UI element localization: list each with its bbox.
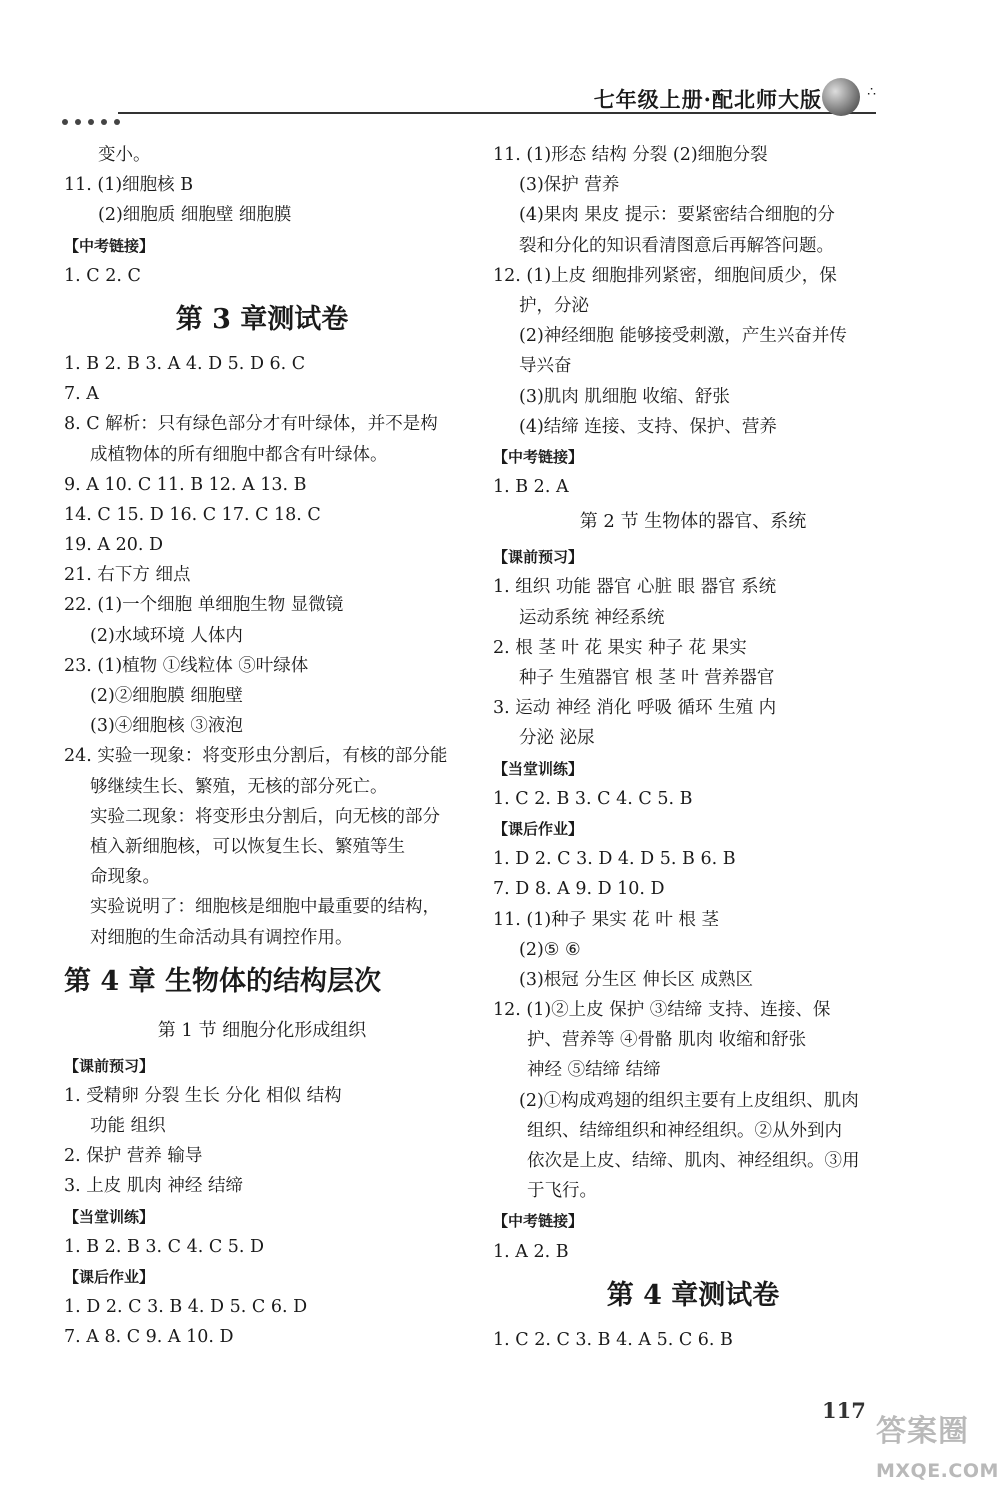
answer-line: 运动系统 神经系统 bbox=[519, 607, 665, 628]
answer-line: 种子 生殖器官 根 茎 叶 营养器官 bbox=[519, 668, 775, 688]
answer-line: (2)水域环境 人体内 bbox=[90, 625, 243, 646]
answer-line: 护、营养等 ④骨骼 肌肉 收缩和舒张 bbox=[527, 1030, 807, 1051]
answer-line: 1. D 2. C 3. B 4. D 5. C 6. D bbox=[64, 1297, 308, 1318]
watermark-logo-text: 答案圈 bbox=[876, 1414, 969, 1449]
answer-line: 11. (1)形态 结构 分裂 (2)细胞分裂 bbox=[493, 145, 768, 165]
answer-line: 1. 组织 功能 器官 心脏 眼 器官 系统 bbox=[493, 577, 777, 598]
answer-line: 1. A 2. B bbox=[493, 1241, 569, 1262]
answer-line: 1. B 2. B 3. A 4. D 5. D 6. C bbox=[64, 353, 306, 374]
watermark-logo bbox=[864, 1398, 999, 1500]
section-tag: 【中考链接】 bbox=[493, 447, 584, 466]
answer-line: 植入新细胞核，可以恢复生长、繁殖等生 bbox=[90, 836, 405, 857]
answer-line: 12. (1)上皮 细胞排列紧密，细胞间质少，保 bbox=[493, 265, 837, 286]
answer-line: 命现象。 bbox=[90, 867, 160, 888]
answer-line: 7. A 8. C 9. A 10. D bbox=[64, 1327, 234, 1348]
section-tag: 【课前预习】 bbox=[493, 548, 584, 567]
answer-line: 成植物体的所有细胞中都含有叶绿体。 bbox=[90, 444, 388, 465]
page-number: 117 bbox=[822, 1398, 866, 1423]
section-heading: 第 1 节 细胞分化形成组织 bbox=[157, 1019, 367, 1041]
answer-line: 依次是上皮、结缔、肌肉、神经组织。③用 bbox=[527, 1151, 860, 1171]
answer-line: 组织、结缔组织和神经组织。②从外到内 bbox=[527, 1120, 842, 1141]
header-ornament: ∴ bbox=[867, 84, 876, 100]
answer-line: 神经 ⑤结缔 结缔 bbox=[527, 1060, 661, 1081]
answer-line: 对细胞的生命活动具有调控作用。 bbox=[90, 927, 353, 948]
answer-line: (2)⑤ ⑥ bbox=[519, 939, 581, 960]
section-heading: 第 3 章测试卷 bbox=[175, 303, 349, 335]
answer-line: 1. C 2. B 3. C 4. C 5. B bbox=[493, 788, 693, 809]
section-heading: 第 2 节 生物体的器官、系统 bbox=[579, 511, 807, 533]
answer-line: 1. B 2. B 3. C 4. C 5. D bbox=[64, 1236, 265, 1257]
answer-line: 变小。 bbox=[98, 145, 151, 165]
section-tag: 【课后作业】 bbox=[64, 1268, 155, 1286]
section-tag: 【当堂训练】 bbox=[493, 759, 584, 778]
answer-line: (4)果肉 果皮 提示：要紧密结合细胞的分 bbox=[519, 205, 835, 226]
left-column bbox=[64, 140, 460, 1353]
answer-line: 21. 右下方 细点 bbox=[64, 565, 191, 586]
answer-line: (2)神经细胞 能够接受刺激，产生兴奋并传 bbox=[519, 326, 847, 347]
section-tag: 【中考链接】 bbox=[64, 236, 155, 255]
answer-line: (2)细胞质 细胞壁 细胞膜 bbox=[98, 205, 292, 226]
answer-line: 裂和分化的知识看清图意后再解答问题。 bbox=[519, 235, 834, 256]
answer-line: 14. C 15. D 16. C 17. C 18. C bbox=[64, 504, 321, 525]
answer-line: 7. D 8. A 9. D 10. D bbox=[493, 879, 665, 900]
answer-line: 导兴奋 bbox=[519, 356, 572, 377]
answer-line: (4)结缔 连接、支持、保护、营养 bbox=[519, 416, 777, 437]
answer-line: 2. 保护 营养 输导 bbox=[64, 1146, 203, 1167]
answer-line: (3)根冠 分生区 伸长区 成熟区 bbox=[519, 969, 753, 990]
watermark-site: MXQE.COM bbox=[876, 1460, 999, 1482]
page-header bbox=[0, 0, 1000, 130]
section-heading: 第 4 章 生物体的结构层次 bbox=[64, 965, 381, 997]
answer-line: 1. B 2. A bbox=[493, 477, 569, 498]
ball-icon bbox=[822, 78, 860, 116]
answer-line: 护，分泌 bbox=[519, 295, 589, 316]
answer-line: 3. 运动 神经 消化 呼吸 循环 生殖 内 bbox=[493, 698, 777, 719]
answer-line: 7. A bbox=[64, 384, 99, 405]
answer-line: 24. 实验一现象：将变形虫分割后，有核的部分能 bbox=[64, 746, 448, 767]
answer-line: (3)④细胞核 ③液泡 bbox=[90, 716, 243, 737]
answer-line: 8. C 解析：只有绿色部分才有叶绿体，并不是构 bbox=[64, 414, 438, 435]
answer-line: 够继续生长、繁殖，无核的部分死亡。 bbox=[90, 776, 388, 797]
answer-line: 22. (1)一个细胞 单细胞生物 显微镜 bbox=[64, 595, 344, 616]
answer-line: 2. 根 茎 叶 花 果实 种子 花 果实 bbox=[493, 637, 747, 658]
answer-line: 3. 上皮 肌肉 神经 结缔 bbox=[64, 1176, 243, 1197]
answer-line: 实验说明了：细胞核是细胞中最重要的结构， bbox=[90, 897, 440, 918]
answer-line: (3)保护 营养 bbox=[519, 175, 620, 196]
section-tag: 【课后作业】 bbox=[493, 819, 584, 838]
answer-line: (2)②细胞膜 细胞壁 bbox=[90, 686, 243, 706]
answer-line: 11. (1)细胞核 B bbox=[64, 175, 194, 196]
answer-line: 9. A 10. C 11. B 12. A 13. B bbox=[64, 474, 307, 495]
answer-line: 1. D 2. C 3. D 4. D 5. B 6. B bbox=[493, 849, 736, 870]
answer-line: 19. A 20. D bbox=[64, 535, 164, 556]
answer-line: (3)肌肉 肌细胞 收缩、舒张 bbox=[519, 386, 730, 407]
answer-line: 11. (1)种子 果实 花 叶 根 茎 bbox=[493, 909, 719, 930]
answer-line: 功能 组织 bbox=[90, 1116, 166, 1137]
section-tag: 【课前预习】 bbox=[64, 1056, 155, 1075]
section-tag: 【当堂训练】 bbox=[64, 1207, 155, 1226]
section-heading: 第 4 章测试卷 bbox=[606, 1279, 780, 1311]
header-title: 七年级上册·配北师大版 bbox=[593, 87, 822, 112]
answer-line: (2)①构成鸡翅的组织主要有上皮组织、肌肉 bbox=[519, 1090, 859, 1111]
answer-line: 12. (1)②上皮 保护 ③结缔 支持、连接、保 bbox=[493, 1000, 831, 1021]
answer-line: 分泌 泌尿 bbox=[519, 728, 595, 749]
answer-line: 1. C 2. C 3. B 4. A 5. C 6. B bbox=[493, 1329, 733, 1350]
section-tag: 【中考链接】 bbox=[493, 1212, 584, 1231]
answer-line: 23. (1)植物 ①线粒体 ⑤叶绿体 bbox=[64, 655, 309, 676]
answer-line: 1. C 2. C bbox=[64, 265, 141, 286]
answer-line: 实验二现象：将变形虫分割后，向无核的部分 bbox=[90, 806, 440, 827]
answer-line: 于飞行。 bbox=[527, 1181, 597, 1202]
answer-line: 1. 受精卵 分裂 生长 分化 相似 结构 bbox=[64, 1085, 342, 1106]
right-column bbox=[493, 140, 893, 1355]
